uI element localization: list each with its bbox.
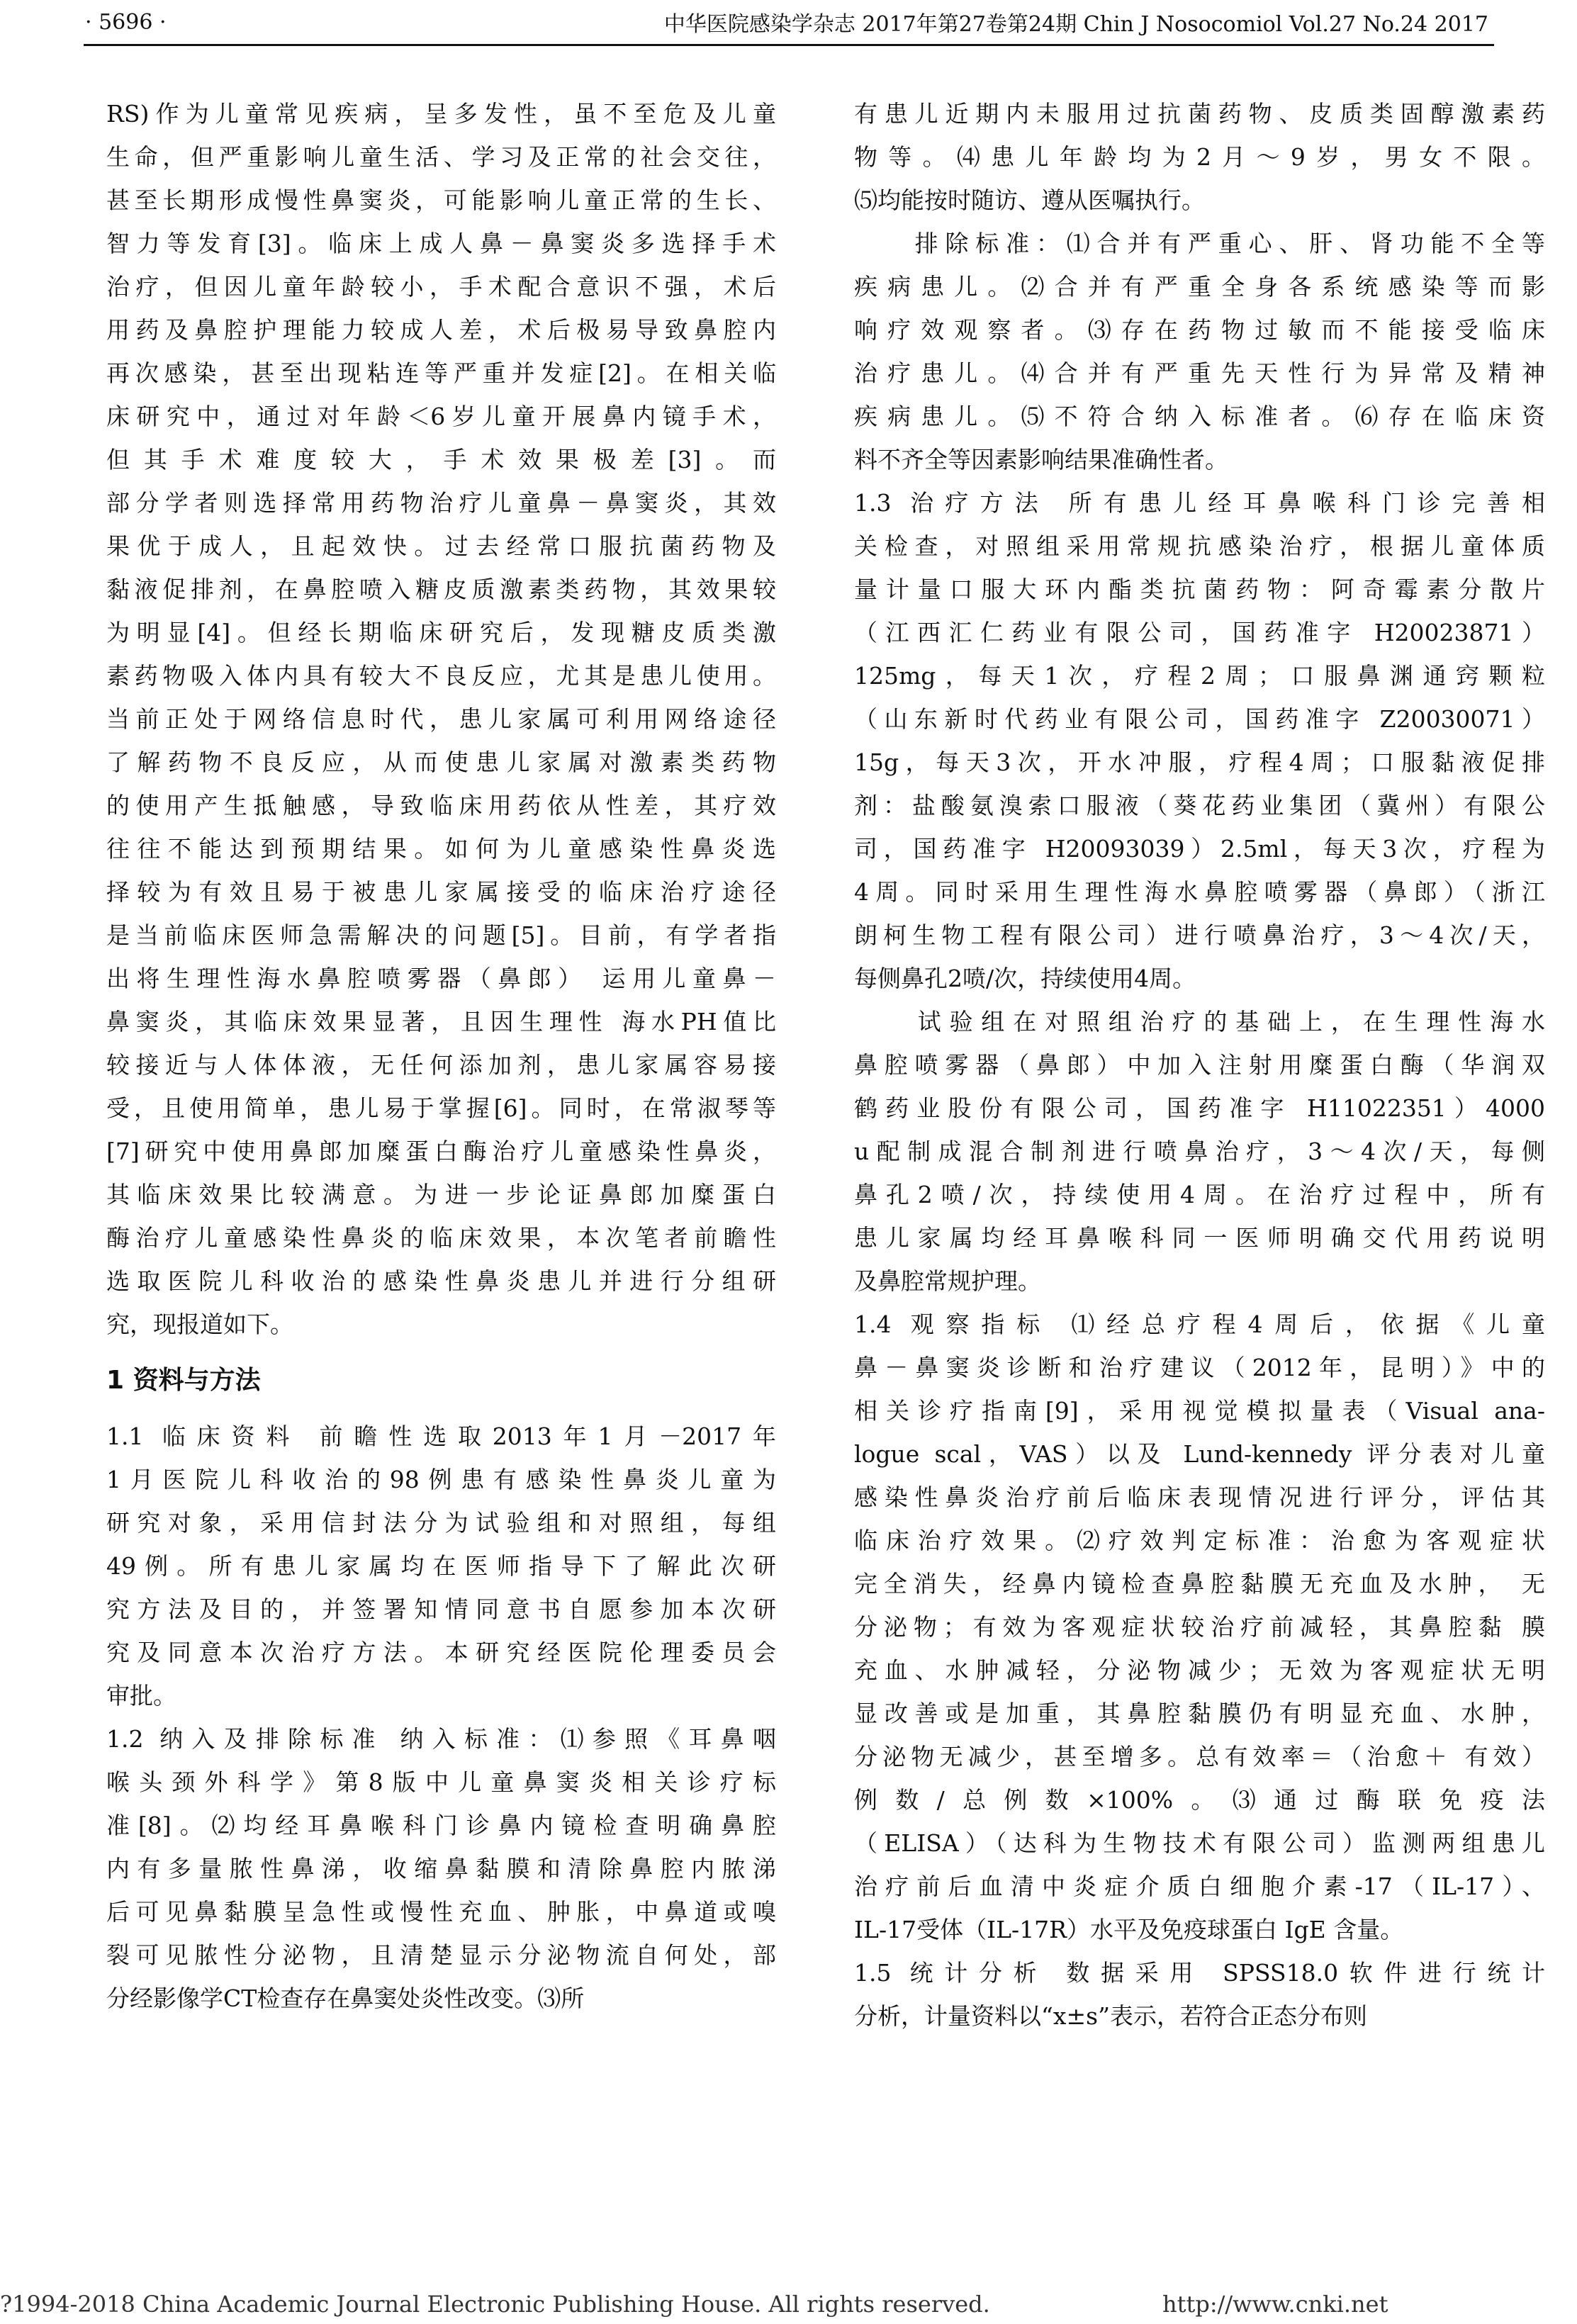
text-line: 125mg，每天1次，疗程2周；口服鼻渊通窍颗粒: [854, 662, 1545, 690]
text-line: 及鼻腔常规护理。: [854, 1267, 1041, 1295]
text-line: 临床治疗效果。⑵疗效判定标准：治愈为客观症状: [854, 1527, 1545, 1554]
text-line: 有患儿近期内未服用过抗菌药物、皮质类固醇激素药: [854, 100, 1545, 128]
text-line: logue scal，VAS）以及 Lund-kennedy 评分表对儿童: [854, 1440, 1545, 1468]
text-line: 了解药物不良反应，从而使患儿家属对激素类药物: [106, 748, 776, 776]
text-line: 1.4 观察指标 ⑴经总疗程4周后，依据《儿童: [854, 1310, 1545, 1338]
text-line: 1.2 纳入及排除标准 纳入标准：⑴参照《耳鼻咽: [106, 1725, 776, 1753]
text-line: 患儿家属均经耳鼻喉科同一医师明确交代用药说明: [854, 1224, 1545, 1252]
text-line: 料不齐全等因素影响结果准确性者。: [854, 446, 1228, 473]
text-line: （山东新时代药业有限公司，国药准字 Z20030071）: [854, 705, 1545, 733]
text-line: 排除标准：⑴合并有严重心、肝、肾功能不全等: [854, 230, 1545, 257]
journal-citation: 中华医院感染学杂志 2017年第27卷第24期 Chin J Nosocomiol Vol.27 No.24 2017: [663, 12, 1488, 37]
text-line: 究及同意本次治疗方法。本研究经医院伦理委员会: [106, 1639, 776, 1666]
text-line: 其临床效果比较满意。为进一步论证鼻郎加糜蛋白: [106, 1181, 776, 1208]
text-line: RS)作为儿童常见疾病，呈多发性，虽不至危及儿童: [106, 100, 776, 128]
text-line: 关检查，对照组采用常规抗感染治疗，根据儿童体质: [854, 532, 1545, 560]
text-line: 究，现报道如下。: [106, 1310, 293, 1338]
text-line: 择较为有效且易于被患儿家属接受的临床治疗途径: [106, 878, 776, 906]
page-number: · 5696 ·: [85, 9, 167, 35]
text-line: （江西汇仁药业有限公司，国药准字 H20023871）: [854, 619, 1545, 646]
text-line: 是当前临床医师急需解决的问题[5]。目前，有学者指: [106, 921, 776, 949]
text-line: 酶治疗儿童感染性鼻炎的临床效果，本次笔者前瞻性: [106, 1224, 776, 1252]
text-line: 裂可见脓性分泌物，且清楚显示分泌物流自何处，部: [106, 1941, 776, 1969]
paragraph: [854, 481, 1545, 1000]
text-line: 响疗效观察者。⑶存在药物过敏而不能接受临床: [854, 316, 1545, 344]
text-line: 审批。: [106, 1682, 176, 1710]
text-line: 内有多量脓性鼻涕，收缩鼻黏膜和清除鼻腔内脓涕: [106, 1855, 776, 1882]
text-line: 鼻窦炎，其临床效果显著，且因生理性 海水PH值比: [106, 1008, 776, 1035]
text-line: 研究对象，采用信封法分为试验组和对照组，每组: [106, 1509, 776, 1537]
text-line: 往往不能达到预期结果。如何为儿童感染性鼻炎选: [106, 835, 776, 863]
text-line: 的使用产生抵触感，导致临床用药依从性差，其疗效: [106, 792, 776, 819]
text-line: 鼻－鼻窦炎诊断和治疗建议（2012年，昆明）》中的: [854, 1354, 1545, 1381]
text-line: IL-17受体（IL-17R）水平及免疫球蛋白 IgE 含量。: [854, 1916, 1404, 1943]
text-line: 但其手术难度较大，手术效果极差[3]。而: [106, 446, 776, 473]
text-line: 1.5 统计分析 数据采用 SPSS18.0软件进行统计: [854, 1959, 1545, 1987]
text-line: 朗柯生物工程有限公司）进行喷鼻治疗，3～4次/天，: [854, 921, 1545, 949]
text-line: 疾病患儿。⑸不符合纳入标准者。⑹存在临床资: [854, 403, 1545, 430]
paragraph: [106, 1415, 776, 1717]
text-line: 较接近与人体体液，无任何添加剂，患儿家属容易接: [106, 1051, 776, 1079]
text-line: 鼻腔喷雾器（鼻郎）中加入注射用糜蛋白酶（华润双: [854, 1051, 1545, 1079]
text-line: 1月医院儿科收治的98例患有感染性鼻炎儿童为: [106, 1466, 776, 1493]
text-line: 究方法及目的，并签署知情同意书自愿参加本次研: [106, 1595, 776, 1623]
left-column: [106, 92, 776, 2020]
text-line: u配制成混合制剂进行喷鼻治疗，3～4次/天，每侧: [854, 1138, 1545, 1165]
text-line: 当前正处于网络信息时代，患儿家属可利用网络途径: [106, 705, 776, 733]
text-line: 选取医院儿科收治的感染性鼻炎患儿并进行分组研: [106, 1267, 776, 1295]
header-rule: [84, 44, 1494, 46]
text-line: 治疗患儿。⑷合并有严重先天性行为异常及精神: [854, 359, 1545, 387]
page-footer: [0, 2291, 1577, 2320]
copyright-notice: ?1994-2018 China Academic Journal Electronic Publishing House. All rights reserved.: [0, 2291, 990, 2318]
text-line: 用药及鼻腔护理能力较成人差，术后极易导致鼻腔内: [106, 316, 776, 344]
text-line: 物等。⑷患儿年龄均为2月～9岁，男女不限。: [854, 143, 1545, 171]
text-line: 每侧鼻孔2喷/次，持续使用4周。: [854, 965, 1196, 992]
text-line: 出将生理性海水鼻腔喷雾器（鼻郎） 运用儿童鼻－: [106, 965, 776, 992]
text-line: 部分学者则选择常用药物治疗儿童鼻－鼻窦炎，其效: [106, 489, 776, 517]
paragraph: [854, 1951, 1545, 2038]
text-line: 量计量口服大环内酯类抗菌药物：阿奇霉素分散片: [854, 576, 1545, 603]
running-header: [85, 6, 1488, 38]
text-line: 鹤药业股份有限公司，国药准字 H11022351）4000: [854, 1094, 1545, 1122]
text-line: 分析，计量资料以“x±s”表示，若符合正态分布则: [854, 2002, 1367, 2030]
text-line: 素药物吸入体内具有较大不良反应，尤其是患儿使用。: [106, 662, 776, 690]
text-line: 例数/总例数×100%。⑶通过酶联免疫法: [854, 1786, 1545, 1814]
text-line: 后可见鼻黏膜呈急性或慢性充血、肿胀，中鼻道或嗅: [106, 1898, 776, 1926]
text-line: 15g，每天3次，开水冲服，疗程4周；口服黏液促排: [854, 748, 1545, 776]
text-line: 黏液促排剂，在鼻腔喷入糖皮质激素类药物，其效果较: [106, 576, 776, 603]
text-line: 治疗前后血清中炎症介质白细胞介素-17（IL-17）、: [854, 1873, 1545, 1900]
text-line: 分泌物；有效为客观症状较治疗前减轻，其鼻腔黏 膜: [854, 1613, 1545, 1641]
text-line: 充血、水肿减轻，分泌物减少；无效为客观症状无明: [854, 1656, 1545, 1684]
text-line: 4周。同时采用生理性海水鼻腔喷雾器（鼻郎）（浙江: [854, 878, 1545, 906]
text-line: 准[8]。⑵均经耳鼻喉科门诊鼻内镜检查明确鼻腔: [106, 1812, 776, 1839]
text-line: 疾病患儿。⑵合并有严重全身各系统感染等而影: [854, 273, 1545, 301]
section-heading: 1 资料与方法: [106, 1366, 261, 1395]
paragraph: [106, 1717, 776, 2020]
paragraph: [854, 92, 1545, 222]
text-line: 分经影像学CT检查存在鼻窦处炎性改变。⑶所: [106, 1985, 585, 2012]
paragraph: [854, 1000, 1545, 1303]
text-line: 相关诊疗指南[9]，采用视觉模拟量表（Visual ana-: [854, 1397, 1545, 1425]
footer-url[interactable]: http://www.cnki.net: [1162, 2291, 1388, 2318]
text-line: 感染性鼻炎治疗前后临床表现情况进行评分，评估其: [854, 1483, 1545, 1511]
text-line: [7]研究中使用鼻郎加糜蛋白酶治疗儿童感染性鼻炎，: [106, 1138, 776, 1165]
text-line: 治疗，但因儿童年龄较小，手术配合意识不强，术后: [106, 273, 776, 301]
text-line: 剂：盐酸氨溴索口服液（葵花药业集团（冀州）有限公: [854, 792, 1545, 819]
right-column: [854, 92, 1545, 2038]
text-line: 生命，但严重影响儿童生活、学习及正常的社会交往，: [106, 143, 776, 171]
text-line: 果优于成人，且起效快。过去经常口服抗菌药物及: [106, 532, 776, 560]
text-line: 鼻孔2喷/次，持续使用4周。在治疗过程中，所有: [854, 1181, 1545, 1208]
text-line: 智力等发育[3]。临床上成人鼻－鼻窦炎多选择手术: [106, 230, 776, 257]
text-line: 显改善或是加重，其鼻腔黏膜仍有明显充血、水肿，: [854, 1700, 1545, 1727]
text-line: 为明显[4]。但经长期临床研究后，发现糖皮质类激: [106, 619, 776, 646]
text-line: 49例。所有患儿家属均在医师指导下了解此次研: [106, 1552, 776, 1580]
text-line: 1.1 临床资料 前瞻性选取2013年1月－2017年: [106, 1422, 776, 1450]
paragraph: [106, 92, 776, 1346]
text-line: 分泌物无减少，甚至增多。总有效率＝（治愈＋ 有效）: [854, 1743, 1545, 1770]
paragraph: [854, 222, 1545, 481]
text-line: 甚至长期形成慢性鼻窦炎，可能影响儿童正常的生长、: [106, 186, 776, 214]
paragraph: [854, 1303, 1545, 1951]
text-line: 司，国药准字 H20093039）2.5ml，每天3次，疗程为: [854, 835, 1545, 863]
text-line: 1.3 治疗方法 所有患儿经耳鼻喉科门诊完善相: [854, 489, 1545, 517]
text-line: 受，且使用简单，患儿易于掌握[6]。同时，在常淑琴等: [106, 1094, 776, 1122]
text-line: 喉头颈外科学》第8版中儿童鼻窦炎相关诊疗标: [106, 1768, 776, 1796]
text-line: （ELISA）（达科为生物技术有限公司）监测两组患儿: [854, 1829, 1545, 1857]
text-line: 床研究中，通过对年龄＜6岁儿童开展鼻内镜手术，: [106, 403, 776, 430]
text-line: 完全消失，经鼻内镜检查鼻腔黏膜无充血及水肿， 无: [854, 1570, 1545, 1598]
text-line: 再次感染，甚至出现粘连等严重并发症[2]。在相关临: [106, 359, 776, 387]
text-line: ⑸均能按时随访、遵从医嘱执行。: [854, 186, 1205, 214]
text-line: 试验组在对照组治疗的基础上，在生理性海水: [854, 1008, 1545, 1035]
